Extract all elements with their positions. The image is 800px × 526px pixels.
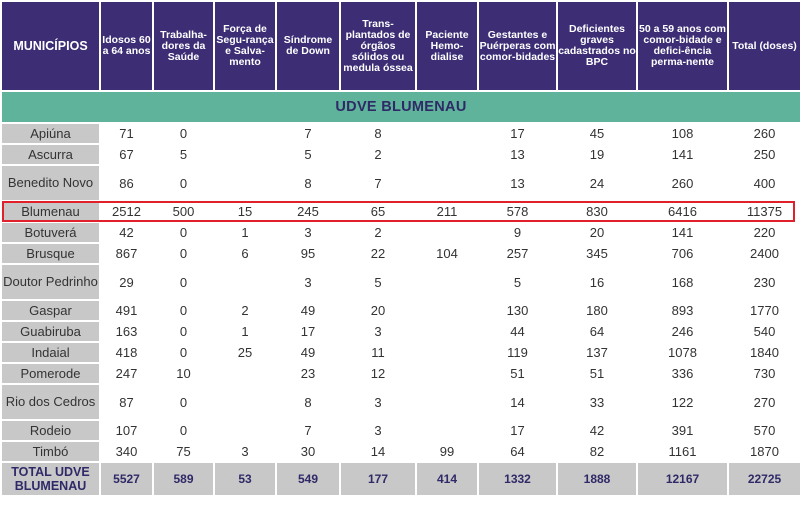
dose-count-cell: 71 bbox=[101, 124, 152, 143]
region-title: UDVE BLUMENAU bbox=[2, 92, 800, 122]
dose-count-cell: 706 bbox=[638, 244, 727, 263]
dose-count-cell: 10 bbox=[154, 364, 213, 383]
municipality-name: Doutor Pedrinho bbox=[2, 265, 99, 299]
dose-count-cell: 64 bbox=[479, 442, 556, 461]
table-row bbox=[2, 265, 800, 299]
municipality-name: Pomerode bbox=[2, 364, 99, 383]
dose-count-cell: 211 bbox=[417, 202, 477, 221]
total-value: 177 bbox=[341, 463, 415, 495]
table-row bbox=[2, 244, 800, 263]
dose-count-cell: 1078 bbox=[638, 343, 727, 362]
dose-count-cell bbox=[417, 145, 477, 164]
municipality-name: Guabiruba bbox=[2, 322, 99, 341]
dose-count-cell: 7 bbox=[277, 124, 339, 143]
dose-count-cell: 42 bbox=[558, 421, 636, 440]
dose-count-cell: 270 bbox=[729, 385, 800, 419]
dose-count-cell bbox=[215, 145, 275, 164]
dose-count-cell: 49 bbox=[277, 343, 339, 362]
dose-count-cell: 257 bbox=[479, 244, 556, 263]
municipality-name: Brusque bbox=[2, 244, 99, 263]
table-row bbox=[2, 385, 800, 419]
dose-count-cell: 168 bbox=[638, 265, 727, 299]
dose-count-cell: 5 bbox=[341, 265, 415, 299]
column-header: Força de Segu-rança e Salva-mento bbox=[215, 2, 275, 90]
dose-count-cell: 30 bbox=[277, 442, 339, 461]
dose-count-cell: 2 bbox=[215, 301, 275, 320]
dose-count-cell: 24 bbox=[558, 166, 636, 200]
total-value: 22725 bbox=[729, 463, 800, 495]
table-row bbox=[2, 322, 800, 341]
dose-count-cell: 0 bbox=[154, 301, 213, 320]
total-label: TOTAL UDVE BLUMENAU bbox=[2, 463, 99, 495]
dose-count-cell: 13 bbox=[479, 145, 556, 164]
dose-count-cell: 141 bbox=[638, 145, 727, 164]
dose-count-cell: 95 bbox=[277, 244, 339, 263]
column-header: Gestantes e Puérperas com comor-bidades bbox=[479, 2, 556, 90]
dose-count-cell: 230 bbox=[729, 265, 800, 299]
dose-count-cell: 400 bbox=[729, 166, 800, 200]
column-header: Total (doses) bbox=[729, 2, 800, 90]
dose-count-cell: 391 bbox=[638, 421, 727, 440]
column-header: Deficientes graves cadastrados no BPC bbox=[558, 2, 636, 90]
dose-count-cell: 180 bbox=[558, 301, 636, 320]
dose-count-cell: 1161 bbox=[638, 442, 727, 461]
dose-count-cell: 246 bbox=[638, 322, 727, 341]
dose-count-cell: 25 bbox=[215, 343, 275, 362]
dose-count-cell: 17 bbox=[277, 322, 339, 341]
total-value: 549 bbox=[277, 463, 339, 495]
dose-count-cell: 15 bbox=[215, 202, 275, 221]
municipality-name: Rio dos Cedros bbox=[2, 385, 99, 419]
municipality-name: Apiúna bbox=[2, 124, 99, 143]
dose-count-cell: 64 bbox=[558, 322, 636, 341]
dose-count-cell bbox=[417, 385, 477, 419]
dose-count-cell: 0 bbox=[154, 322, 213, 341]
dose-count-cell: 730 bbox=[729, 364, 800, 383]
dose-count-cell: 20 bbox=[341, 301, 415, 320]
column-header: MUNICÍPIOS bbox=[2, 2, 99, 90]
table-row bbox=[2, 223, 800, 242]
dose-count-cell: 247 bbox=[101, 364, 152, 383]
dose-count-cell bbox=[215, 364, 275, 383]
dose-count-cell: 0 bbox=[154, 124, 213, 143]
dose-count-cell: 340 bbox=[101, 442, 152, 461]
dose-count-cell: 11 bbox=[341, 343, 415, 362]
dose-count-cell: 260 bbox=[638, 166, 727, 200]
total-value: 589 bbox=[154, 463, 213, 495]
dose-count-cell bbox=[215, 166, 275, 200]
column-header: Síndrome de Down bbox=[277, 2, 339, 90]
dose-count-cell: 0 bbox=[154, 385, 213, 419]
dose-count-cell: 5 bbox=[154, 145, 213, 164]
dose-count-cell: 250 bbox=[729, 145, 800, 164]
dose-count-cell: 3 bbox=[215, 442, 275, 461]
column-header: Trabalha-dores da Saúde bbox=[154, 2, 213, 90]
municipality-name: Blumenau bbox=[2, 202, 99, 221]
municipality-name: Ascurra bbox=[2, 145, 99, 164]
dose-count-cell: 9 bbox=[479, 223, 556, 242]
dose-count-cell: 119 bbox=[479, 343, 556, 362]
dose-count-cell: 3 bbox=[341, 322, 415, 341]
dose-count-cell: 6 bbox=[215, 244, 275, 263]
dose-count-cell: 75 bbox=[154, 442, 213, 461]
dose-count-cell bbox=[215, 124, 275, 143]
dose-count-cell: 867 bbox=[101, 244, 152, 263]
dose-count-cell: 2512 bbox=[101, 202, 152, 221]
dose-count-cell: 1 bbox=[215, 322, 275, 341]
municipality-name: Benedito Novo bbox=[2, 166, 99, 200]
dose-count-cell: 13 bbox=[479, 166, 556, 200]
dose-count-cell: 0 bbox=[154, 244, 213, 263]
dose-count-cell: 8 bbox=[277, 166, 339, 200]
dose-count-cell: 104 bbox=[417, 244, 477, 263]
dose-count-cell: 1770 bbox=[729, 301, 800, 320]
dose-count-cell: 491 bbox=[101, 301, 152, 320]
dose-count-cell: 220 bbox=[729, 223, 800, 242]
column-header: Trans-plantados de órgãos sólidos ou medula óssea bbox=[341, 2, 415, 90]
dose-count-cell: 86 bbox=[101, 166, 152, 200]
dose-count-cell: 0 bbox=[154, 166, 213, 200]
dose-count-cell: 7 bbox=[277, 421, 339, 440]
dose-count-cell: 17 bbox=[479, 124, 556, 143]
table-row bbox=[2, 145, 800, 164]
dose-count-cell bbox=[215, 385, 275, 419]
dose-count-cell: 245 bbox=[277, 202, 339, 221]
dose-count-cell: 893 bbox=[638, 301, 727, 320]
municipality-name: Botuverá bbox=[2, 223, 99, 242]
dose-count-cell: 17 bbox=[479, 421, 556, 440]
dose-count-cell: 570 bbox=[729, 421, 800, 440]
total-value: 1888 bbox=[558, 463, 636, 495]
dose-count-cell: 2 bbox=[341, 145, 415, 164]
dose-count-cell: 5 bbox=[277, 145, 339, 164]
municipality-name: Gaspar bbox=[2, 301, 99, 320]
municipality-name: Timbó bbox=[2, 442, 99, 461]
dose-count-cell: 16 bbox=[558, 265, 636, 299]
dose-count-cell: 0 bbox=[154, 265, 213, 299]
table-row bbox=[2, 301, 800, 320]
dose-count-cell: 99 bbox=[417, 442, 477, 461]
dose-count-cell: 163 bbox=[101, 322, 152, 341]
dose-count-cell: 1 bbox=[215, 223, 275, 242]
dose-count-cell: 1870 bbox=[729, 442, 800, 461]
dose-count-cell: 3 bbox=[341, 385, 415, 419]
dose-count-cell: 418 bbox=[101, 343, 152, 362]
dose-count-cell: 130 bbox=[479, 301, 556, 320]
dose-count-cell: 82 bbox=[558, 442, 636, 461]
dose-count-cell: 108 bbox=[638, 124, 727, 143]
dose-count-cell: 141 bbox=[638, 223, 727, 242]
dose-count-cell: 14 bbox=[341, 442, 415, 461]
dose-count-cell: 45 bbox=[558, 124, 636, 143]
table-row bbox=[2, 202, 800, 221]
dose-count-cell bbox=[417, 364, 477, 383]
dose-count-cell: 87 bbox=[101, 385, 152, 419]
dose-count-cell: 107 bbox=[101, 421, 152, 440]
dose-count-cell bbox=[417, 124, 477, 143]
total-row bbox=[2, 463, 800, 495]
table-row bbox=[2, 421, 800, 440]
dose-count-cell bbox=[215, 265, 275, 299]
dose-count-cell bbox=[417, 322, 477, 341]
dose-count-cell: 65 bbox=[341, 202, 415, 221]
table-row bbox=[2, 442, 800, 461]
dose-count-cell: 49 bbox=[277, 301, 339, 320]
dose-count-cell: 0 bbox=[154, 343, 213, 362]
dose-count-cell bbox=[417, 223, 477, 242]
dose-count-cell: 33 bbox=[558, 385, 636, 419]
dose-count-cell: 1840 bbox=[729, 343, 800, 362]
dose-count-cell: 51 bbox=[558, 364, 636, 383]
dose-count-cell: 345 bbox=[558, 244, 636, 263]
dose-count-cell: 3 bbox=[341, 421, 415, 440]
column-header: Idosos 60 a 64 anos bbox=[101, 2, 152, 90]
dose-count-cell bbox=[417, 301, 477, 320]
dose-count-cell bbox=[417, 343, 477, 362]
dose-count-cell: 0 bbox=[154, 421, 213, 440]
dose-count-cell: 44 bbox=[479, 322, 556, 341]
dose-count-cell: 14 bbox=[479, 385, 556, 419]
dose-count-cell: 830 bbox=[558, 202, 636, 221]
dose-count-cell: 51 bbox=[479, 364, 556, 383]
dose-count-cell bbox=[215, 421, 275, 440]
total-value: 414 bbox=[417, 463, 477, 495]
dose-count-cell: 12 bbox=[341, 364, 415, 383]
total-value: 1332 bbox=[479, 463, 556, 495]
total-value: 12167 bbox=[638, 463, 727, 495]
dose-count-cell: 6416 bbox=[638, 202, 727, 221]
dose-count-cell: 336 bbox=[638, 364, 727, 383]
dose-count-cell: 500 bbox=[154, 202, 213, 221]
dose-count-cell: 137 bbox=[558, 343, 636, 362]
dose-count-cell: 3 bbox=[277, 223, 339, 242]
dose-count-cell: 22 bbox=[341, 244, 415, 263]
dose-count-cell: 8 bbox=[341, 124, 415, 143]
table-row bbox=[2, 364, 800, 383]
total-value: 5527 bbox=[101, 463, 152, 495]
dose-count-cell: 20 bbox=[558, 223, 636, 242]
dose-count-cell bbox=[417, 265, 477, 299]
table-row bbox=[2, 166, 800, 200]
dose-count-cell: 2400 bbox=[729, 244, 800, 263]
municipality-name: Indaial bbox=[2, 343, 99, 362]
dose-count-cell: 19 bbox=[558, 145, 636, 164]
dose-count-cell: 260 bbox=[729, 124, 800, 143]
dose-count-cell: 122 bbox=[638, 385, 727, 419]
dose-count-cell: 67 bbox=[101, 145, 152, 164]
dose-count-cell: 23 bbox=[277, 364, 339, 383]
dose-count-cell: 578 bbox=[479, 202, 556, 221]
dose-count-cell bbox=[417, 421, 477, 440]
column-header: 50 a 59 anos com comor-bidade e defici-ência perma-nente bbox=[638, 2, 727, 90]
dose-count-cell: 8 bbox=[277, 385, 339, 419]
dose-count-cell: 540 bbox=[729, 322, 800, 341]
region-row bbox=[2, 92, 800, 122]
total-value: 53 bbox=[215, 463, 275, 495]
table-row bbox=[2, 343, 800, 362]
dose-count-cell: 0 bbox=[154, 223, 213, 242]
dose-count-cell: 29 bbox=[101, 265, 152, 299]
municipality-name: Rodeio bbox=[2, 421, 99, 440]
dose-count-cell: 11375 bbox=[729, 202, 800, 221]
dose-count-cell: 42 bbox=[101, 223, 152, 242]
column-header: Paciente Hemo-dialise bbox=[417, 2, 477, 90]
dose-count-cell: 2 bbox=[341, 223, 415, 242]
dose-count-cell bbox=[417, 166, 477, 200]
header-row bbox=[2, 2, 800, 90]
dose-count-cell: 5 bbox=[479, 265, 556, 299]
table-row bbox=[2, 124, 800, 143]
dose-count-cell: 7 bbox=[341, 166, 415, 200]
dose-count-cell: 3 bbox=[277, 265, 339, 299]
